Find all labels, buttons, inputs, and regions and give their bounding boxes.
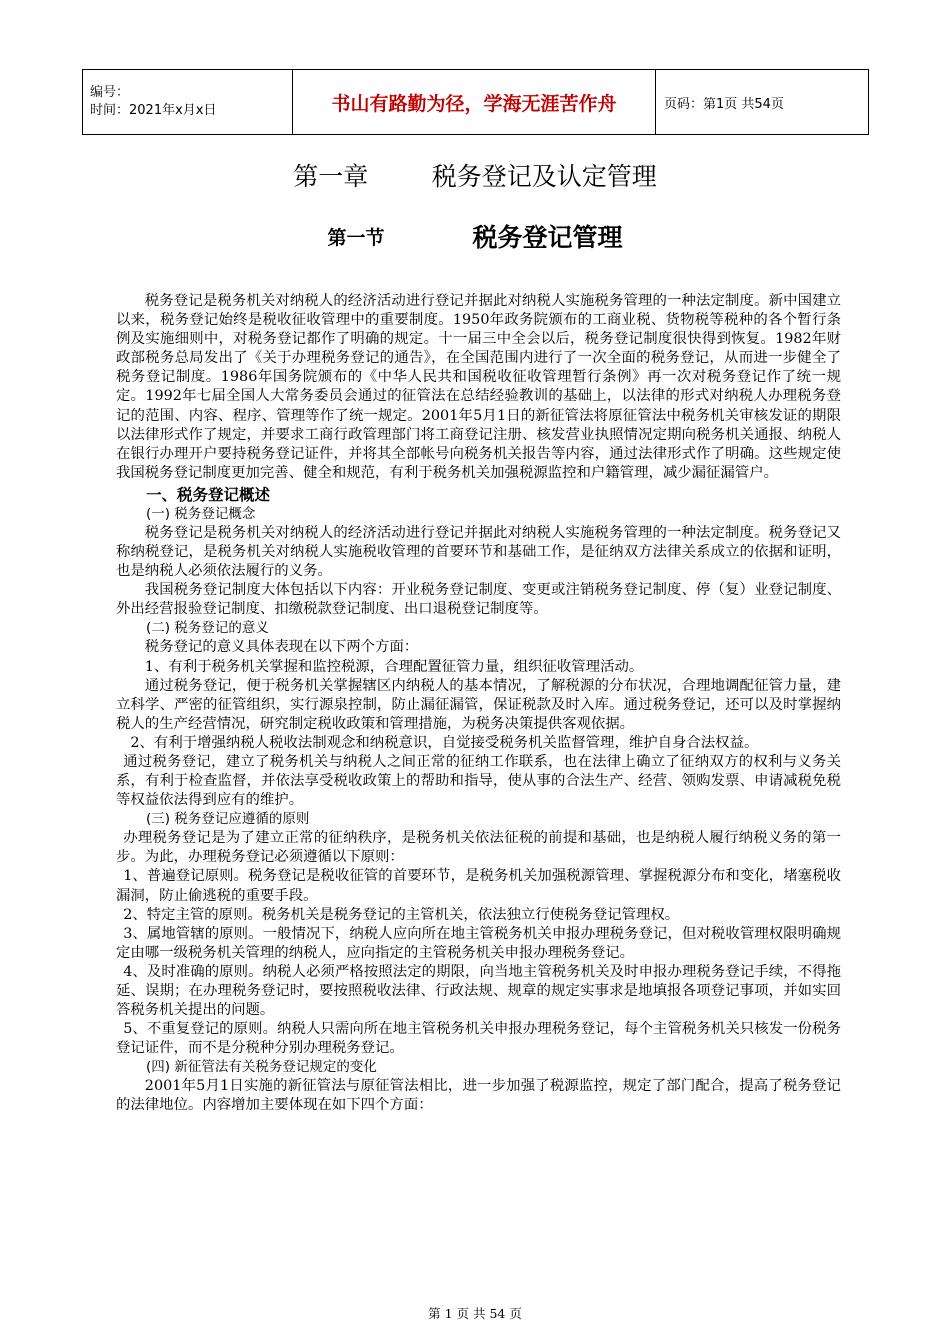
list-item: 1、有利于税务机关掌握和监控税源，合理配置征管力量，组织征收管理活动。 [144,658,644,675]
section-number: 第一节 [327,226,385,249]
page-footer: 第 1 页 共 54 页 [428,1306,522,1321]
document-header [82,69,869,135]
paragraph: 通过税务登记，建立了税务机关与纳税人之间正常的征纳工作联系，也在法律上确立了征纳双方的权利与义务关系，有利于检查监督，并依法享受税收政策上的帮助和指导，使从事的合法生产、经营、领购发票、申请减税免税等权益依法得到应有的维护。 [116,753,841,809]
list-item: 1、普遍登记原则。税务登记是税收征管的首要环节，是税务机关加强税源管理、掌握税源分布和变化，堵塞税收漏洞，防止偷逃税的重要手段。 [116,868,841,904]
subheading-concept: (一) 税务登记概念 [146,505,256,522]
chapter-title: 第一章 税务登记及认定管理 [293,162,657,191]
section-title: 税务登记管理 [472,223,623,252]
header-meta-cell [83,70,293,135]
section-heading [0,218,950,254]
header-motto: 书山有路勤为径，学海无涯苦作舟 [293,70,656,135]
list-item: 2、特定主管的原则。税务机关是税务登记的主管机关，依法独立行使税务登记管理权。 [123,906,680,923]
intro-paragraph: 税务登记是税务机关对纳税人的经济活动进行登记并据此对纳税人实施税务管理的一种法定制度。新中国建立以来，税务登记始终是税收征收管理中的重要制度。1950年政务院颁布的工商业税、货物税等税种的各个暂行条例及实施细则中，对税务登记都作了明确的规定。十一届三中全会以后，税务登记制度很快得到恢复。1982年财政部税务总局发出了《关于办理税务登记的通告》，在全国范围内进行了一次全面的税务登记，从而进一步健全了税务登记制度。1986年国务院颁布的《中华人民共和国税收征收管理暂行条例》再一次对税务登记作了统一规定。1992年七届全国人大常务委员会通过的征管法在总结经验教训的基础上，以法律的形式对纳税人办理税务登记的范围、内容、程序、管理等作了统一规定。2001年5月1日的新征管法将原征管法中税务机关审核发证的期限以法律形式作了规定，并要求工商行政管理部门将工商登记注册、核发营业执照情况定期向税务机关通报、纳税人在银行办理开户要持税务登记证件，并将其全部帐号向税务机关报告等内容，通过法律形式作了明确。这些规定使我国税务登记制度更加完善、健全和规范，有利于税务机关加强税源监控和户籍管理，减少漏征漏管户。 [116,293,841,481]
subheading-changes: (四) 新征管法有关税务登记规定的变化 [146,1059,377,1076]
subheading-principles: (三) 税务登记应遵循的原则 [146,811,310,828]
header-page-info: 页码：第1页 共54页 [656,70,869,135]
paragraph: 我国税务登记制度大体包括以下内容：开业税务登记制度、变更或注销税务登记制度、停（复）业登记制度、外出经营报验登记制度、扣缴税款登记制度、出口退税登记制度等。 [116,582,841,618]
paragraph: 2001年5月1日实施的新征管法与原征管法相比，进一步加强了税源监控，规定了部门配合，提高了税务登记的法律地位。内容增加主要体现在如下四个方面： [116,1078,841,1114]
subheading-significance: (二) 税务登记的意义 [146,620,269,637]
document-body [116,292,841,1116]
heading-overview: 一、税务登记概述 [146,485,271,504]
paragraph: 税务登记的意义具体表现在以下两个方面： [144,639,419,656]
list-item: 4、及时准确的原则。纳税人必须严格按照法定的期限，向当地主管税务机关及时申报办理税务登记手续，不得拖延、误期；在办理税务登记时，要按照税收法律、行政法规、规章的规定实事求是地填报各项登记事项，并如实回答税务机关提出的问题。 [116,963,841,1019]
list-item: 5、不重复登记的原则。纳税人只需向所在地主管税务机关申报办理税务登记，每个主管税务机关只核发一份税务登记证件，而不是分税种分别办理税务登记。 [116,1021,841,1057]
list-item: 3、属地管辖的原则。一般情况下，纳税人应向所在地主管税务机关申报办理税务登记，但对税收管理权限明确规定由哪一级税务机关管理的纳税人，应向指定的主管税务机关申报办理税务登记。 [116,925,841,961]
doc-date: 时间：2021年x月x日 [90,103,217,118]
paragraph: 税务登记是税务机关对纳税人的经济活动进行登记并据此对纳税人实施税务管理的一种法定制度。税务登记又称纳税登记，是税务机关对纳税人实施税收管理的首要环节和基础工作，是征纳双方法律关系成立的依据和证明，也是纳税人必须依法履行的义务。 [116,524,841,580]
list-item: 2、有利于增强纳税人税收法制观念和纳税意识，自觉接受税务机关监督管理，维护自身合法权益。 [130,734,759,751]
doc-number: 编号： [90,85,130,100]
paragraph: 办理税务登记是为了建立正常的征纳秩序，是税务机关依法征税的前提和基础，也是纳税人履行纳税义务的第一步。为此，办理税务登记必须遵循以下原则： [116,830,841,866]
paragraph: 通过税务登记，便于税务机关掌握辖区内纳税人的基本情况，了解税源的分布状况，合理地调配征管力量，建立科学、严密的征管组织，实行源泉控制，防止漏征漏管，保证税款及时入库。通过税务登记，还可以及时掌握纳税人的生产经营情况，研究制定税收政策和管理措施，为税务决策提供客观依据。 [116,677,841,732]
